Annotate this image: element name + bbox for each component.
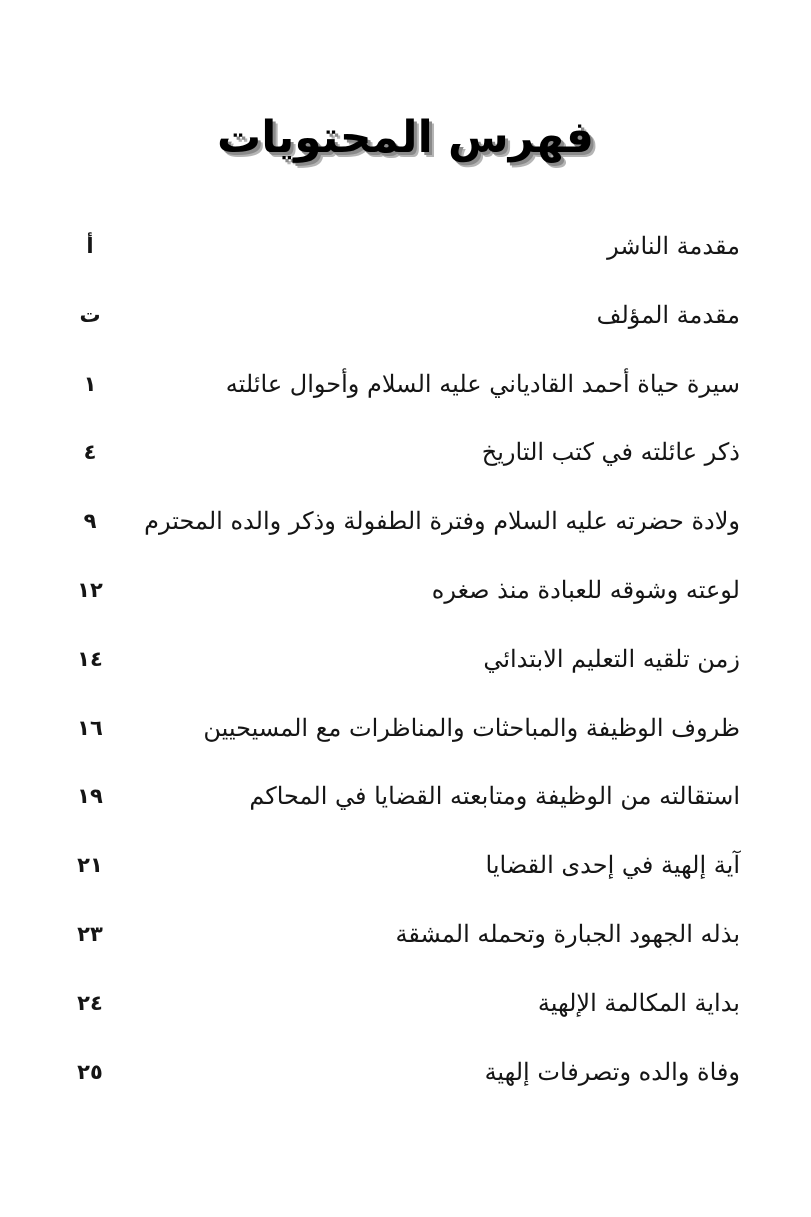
- toc-entry: [60, 1044, 740, 1113]
- toc-entry: [60, 287, 740, 356]
- toc-entry-page: ١٤: [77, 646, 103, 671]
- toc-entry-title: ظروف الوظيفة والمباحثات والمناظرات مع المسيحيين: [203, 713, 740, 742]
- toc-entry: [60, 906, 740, 975]
- toc-entry-page: ت: [79, 302, 101, 327]
- toc-entry: [60, 700, 740, 769]
- toc-entry-page: ١٦: [77, 715, 103, 740]
- toc-entry-page: ٢١: [77, 853, 103, 878]
- toc-entry-title: بذله الجهود الجبارة وتحمله المشقة: [395, 919, 740, 948]
- toc-entry-title: بداية المكالمة الإلهية: [537, 988, 740, 1017]
- toc-entry-page: ١٢: [77, 577, 103, 602]
- toc-entry-page: ١٩: [77, 784, 103, 809]
- toc-entry-title: مقدمة الناشر: [607, 232, 740, 260]
- toc-entry: [60, 768, 740, 837]
- toc-entry-title: وفاة والده وتصرفات إلهية: [484, 1057, 740, 1086]
- toc-entry: [60, 218, 740, 287]
- toc-entry-title: ولادة حضرته عليه السلام وفترة الطفولة وذكر والده المحترم: [144, 507, 740, 536]
- toc-entry: [60, 975, 740, 1044]
- toc-entry-page: ١: [83, 371, 97, 396]
- page-title: فهرس المحتويات: [217, 112, 594, 163]
- toc-entry-page: ٢٥: [77, 1059, 103, 1084]
- toc-entry-title: آية إلهية في إحدى القضايا: [485, 851, 740, 880]
- toc-entry: [60, 631, 740, 700]
- toc-entry: [60, 356, 740, 425]
- toc-entry-page: ٤: [83, 440, 97, 465]
- toc-entry-page: ٢٤: [77, 990, 103, 1015]
- toc-entry-title: زمن تلقيه التعليم الابتدائي: [483, 644, 740, 673]
- toc-entry: [60, 837, 740, 906]
- toc-entry-page: أ: [86, 234, 94, 258]
- toc-entry-title: لوعته وشوقه للعبادة منذ صغره: [431, 575, 740, 604]
- toc-entry-title: مقدمة المؤلف: [596, 300, 740, 329]
- toc-entry: [60, 562, 740, 631]
- toc-entry-page: ٩: [83, 509, 97, 534]
- toc-entry-page: ٢٣: [77, 921, 103, 946]
- toc-entry-title: سيرة حياة أحمد القادياني عليه السلام وأحوال عائلته: [225, 369, 740, 398]
- toc-entry: [60, 493, 740, 562]
- toc-entry: [60, 424, 740, 493]
- table-of-contents: [60, 218, 740, 1112]
- toc-entry-title: استقالته من الوظيفة ومتابعته القضايا في المحاكم: [249, 782, 740, 811]
- toc-entry-title: ذكر عائلته في كتب التاريخ: [481, 438, 740, 467]
